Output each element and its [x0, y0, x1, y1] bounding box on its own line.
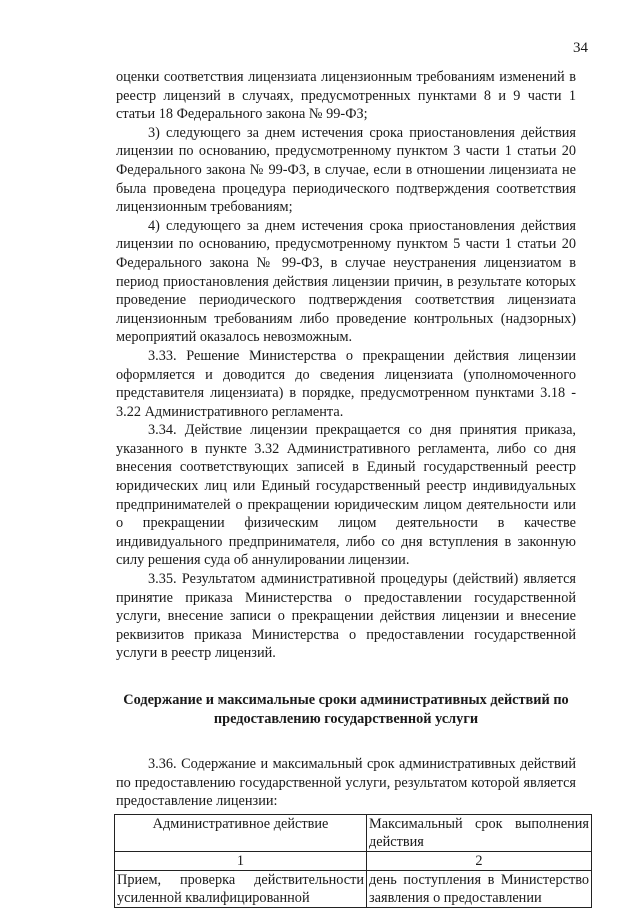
table-row: [115, 870, 592, 907]
column-number: 2: [367, 851, 592, 870]
paragraph: оценки соответствия лицензиата лицензионным требованиям изменений в реестр лицензий в случаях, предусмотренных пунктами 8 и 9 части 1 статьи 18 Федерального закона № 99-ФЗ;: [116, 69, 576, 123]
table-cell-action: Прием, проверка действительности усиленной квалифицированной: [115, 870, 367, 907]
table-number-row: [115, 851, 592, 870]
paragraph: 3) следующего за днем истечения срока приостановления действия лицензии по основанию, предусмотренному пунктом 3 части 1 статьи 20 Федерального закона № 99-ФЗ, в случае, если в отношении лицензиата не была проведена процедура периодического подтверждения соответствия лицензионным требованиям;: [116, 124, 576, 216]
document-body: [116, 68, 589, 908]
paragraph: 3.33. Решение Министерства о прекращении действия лицензии оформляется и доводится до сведения лицензиата (уполномоченного представителя лицензиата) в порядке, предусмотренном пунктами 3.18 - 3.22 Административного регламента.: [116, 347, 576, 420]
section-heading: Содержание и максимальные сроки административных действий по предоставлению государственной услуги: [123, 692, 569, 727]
table-header-deadline: Максимальный срок выполнения действия: [367, 814, 592, 851]
column-number: 1: [115, 851, 367, 870]
table-intro: 3.36. Содержание и максимальный срок административных действий по предоставлению государственной услуги, результатом которой является предоставление лицензии:: [116, 756, 576, 810]
page-number: 34: [573, 40, 588, 56]
table-cell-deadline: день поступления в Министерство заявления о предоставлении: [367, 870, 592, 907]
paragraph: 3.35. Результатом административной процедуры (действий) является принятие приказа Министерства о предоставлении государственной услуги, внесение записи о прекращении действия лицензии и внесение реквизитов приказа Министерства о предоставлении государственной услуги в реестр лицензий.: [116, 571, 576, 662]
actions-table: [114, 814, 592, 908]
paragraph: 3.34. Действие лицензии прекращается со дня принятия приказа, указанного в пункте 3.32 Административного регламента, либо со дня внесения соответствующих записей в Единый государственный реестр юридических лиц или Единый государственный реестр индивидуальных предпринимателей о прекращении юридическим лицом деятельности или о прекращении физическим лицом деятельности в качестве индивидуального предпринимателя, либо со дня вступления в законную силу решения суда об аннулировании лицензии.: [116, 422, 576, 569]
table-header-row: [115, 814, 592, 851]
table-header-action: Административное действие: [115, 814, 367, 851]
paragraph: 4) следующего за днем истечения срока приостановления действия лицензии по основанию, предусмотренному пунктом 5 части 1 статьи 20 Федерального закона № 99-ФЗ, в случае неустранения лицензиатом в период приостановления действия лицензии причин, в результате которых проведение периодического подтверждения соответствия лицензиата лицензионным требованиям либо проведение контрольных (надзорных) мероприятий оказалось невозможным.: [116, 217, 576, 346]
